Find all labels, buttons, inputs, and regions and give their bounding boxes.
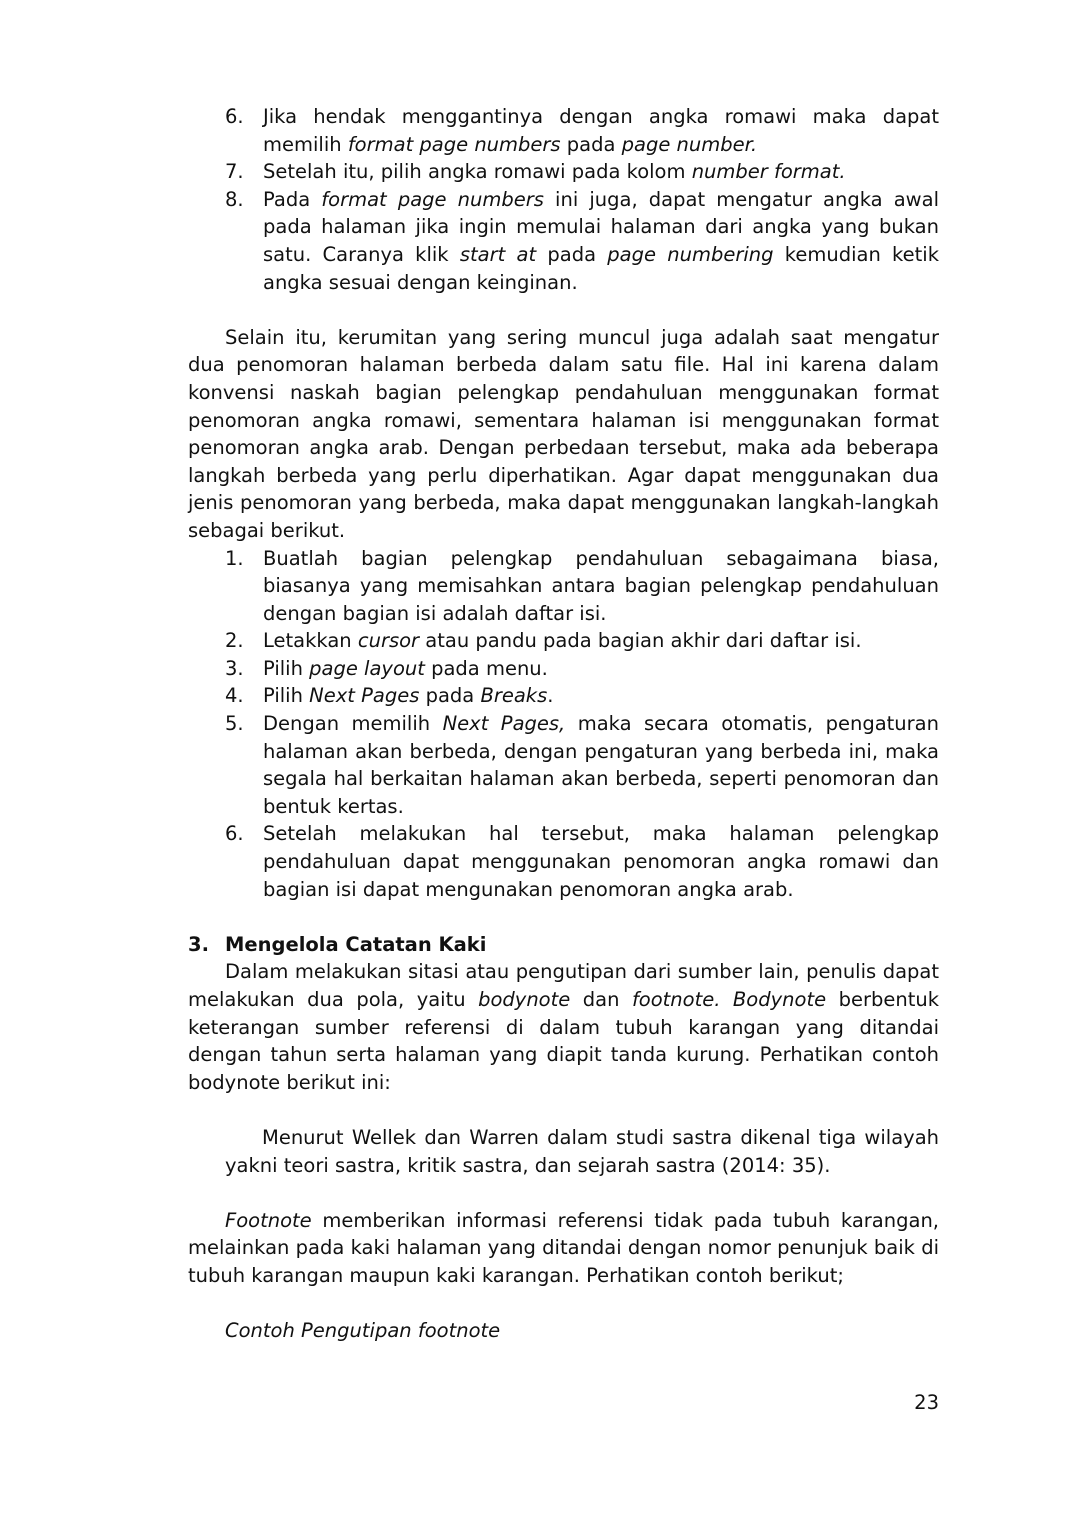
section-title: Mengelola Catatan Kaki [225,932,487,956]
list-item-text: Setelah melakukan hal tersebut, maka halaman pelengkap pendahuluan dapat menggunakan penomoran angka romawi dan bagian isi dapat mengunakan penomoran angka arab. [263,822,939,901]
list-number: 8. [225,187,244,211]
list-item [188,186,939,296]
list-item-text: Pada format page numbers ini juga, dapat mengatur angka awal pada halaman jika ingin memulai halaman dari angka yang bukan satu. Caranya klik start at pada page numbering kemudian ketik angka sesuai dengan keinginan. [263,187,940,294]
list-item [188,820,939,903]
body-paragraph: Selain itu, kerumitan yang sering muncul juga adalah saat mengatur dua penomoran halaman berbeda dalam satu file. Hal ini karena dalam konvensi naskah bagian pelengkap pendahuluan menggunakan format penomoran angka romawi, sementara halaman isi menggunakan format penomoran angka arab. Dengan perbedaan tersebut, maka ada beberapa langkah berbeda yang perlu diperhatikan. Agar dapat menggunakan dua jenis penomoran yang berbeda, maka dapat menggunakan langkah-langkah sebagai berikut. [188,325,939,542]
example-label: Contoh Pengutipan footnote [225,1319,501,1343]
list-item-text: Pilih Next Pages pada Breaks. [263,684,554,708]
list-item [188,545,939,628]
list-number: 3. [225,656,244,680]
list-item-text: Setelah itu, pilih angka romawi pada kolom number format. [263,160,846,184]
list-number: 6. [225,822,244,846]
list-number: 7. [225,160,244,184]
list-item [188,158,939,186]
list-item [188,655,939,683]
list-number: 4. [225,684,244,708]
list-item-text: Buatlah bagian pelengkap pendahuluan sebagaimana biasa, biasanya yang memisahkan antara bagian pelengkap pendahuluan dengan bagian isi adalah daftar isi. [263,546,939,625]
document-page [188,103,939,1345]
list-item-text: Pilih page layout pada menu. [263,656,548,680]
body-paragraph: Footnote memberikan informasi referensi tidak pada tubuh karangan, melainkan pada kaki halaman yang ditandai dengan nomor penunjuk baik di tubuh karangan maupun kaki karangan. Perhatikan contoh berikut; [188,1208,939,1287]
list-item [188,627,939,655]
list-item [188,682,939,710]
list-item [188,710,939,820]
list-item-text: Letakkan cursor atau pandu pada bagian akhir dari daftar isi. [263,629,862,653]
list-number: 1. [225,546,244,570]
list-item [188,103,939,158]
bodynote-example-quote: Menurut Wellek dan Warren dalam studi sastra dikenal tiga wilayah yakni teori sastra, kritik sastra, dan sejarah sastra (2014: 35). [225,1125,939,1177]
page-number: 23 [914,1391,939,1414]
section-number: 3. [188,932,209,956]
list-number: 5. [225,712,244,736]
numbered-list-section-steps [188,545,939,904]
list-item-text: Dengan memilih Next Pages, maka secara otomatis, pengaturan halaman akan berbeda, dengan pengaturan yang berbeda ini, maka segala hal berkaitan halaman akan berbeda, seperti penomoran dan bentuk kertas. [263,712,939,818]
list-number: 6. [225,105,244,128]
body-paragraph: Dalam melakukan sitasi atau pengutipan dari sumber lain, penulis dapat melakukan dua pola, yaitu bodynote dan footnote. Bodynote berbentuk keterangan sumber referensi di dalam tubuh karangan yang ditandai dengan tahun serta halaman yang diapit tanda kurung. Perhatikan contoh bodynote berikut ini: [188,960,940,1094]
list-number: 2. [225,629,244,653]
list-item-text: Jika hendak menggantinya dengan angka romawi maka dapat memilih format page numbers pada page number. [263,105,939,156]
section-heading [188,931,939,959]
numbered-list-page-format [188,103,939,296]
